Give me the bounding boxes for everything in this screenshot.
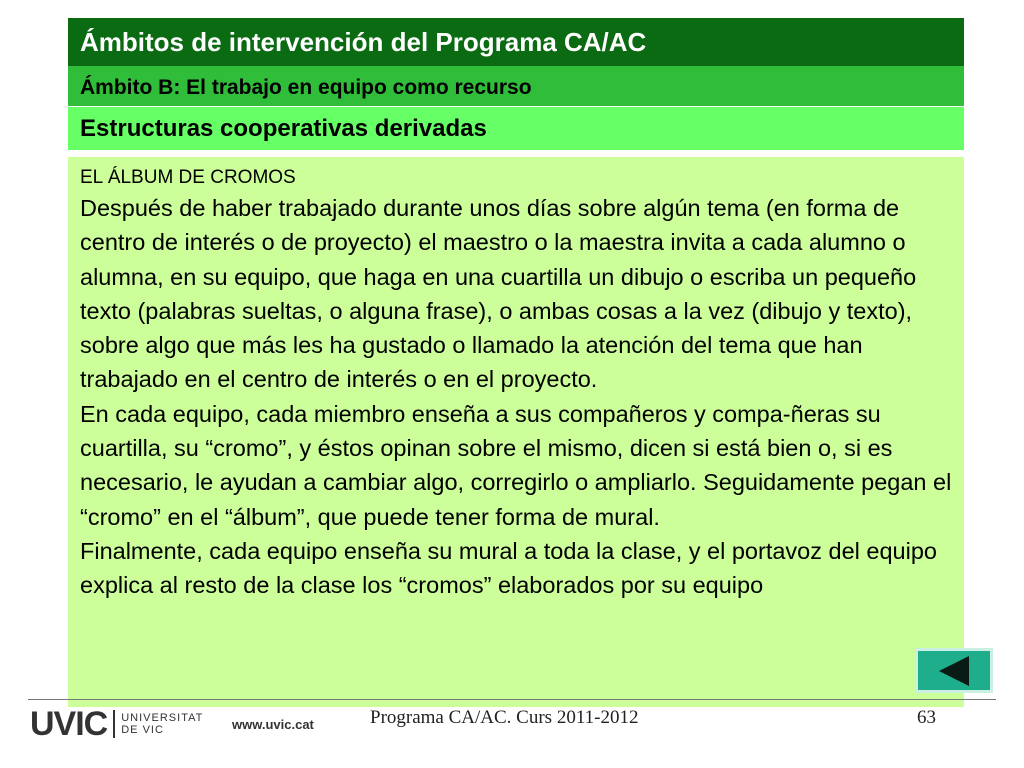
logo-line-2: DE VIC [121,724,164,736]
content-heading: EL ÁLBUM DE CROMOS [80,167,296,188]
back-button[interactable] [915,648,993,693]
paragraph-2: En cada equipo, cada miembro enseña a sus compañeros y compa-ñeras su cuartilla, su “cromo”, y éstos opinan sobre el mismo, dicen si está bien o, si es necesario, le ayudan a cambiar algo, corregirlo o ampliarlo. Seguidamente pegan el “cromo” en el “álbum”, que puede tener forma de mural. [80,400,952,530]
logo-line-1: UNIVERSITAT [121,712,204,724]
paragraph-1: Después de haber trabajado durante unos días sobre algún tema (en forma de centro de interés o de proyecto) el maestro o la maestra invita a cada alumno o alumna, en su equipo, que haga en una cuartilla un dibujo o escriba un pequeño texto (palabras sueltas, o alguna frase), o ambas cosas a la vez (dibujo y texto), sobre algo que más les ha gustado o llamado la atención del tema que han trabajado en el centro de interés o en el proyecto. [80,195,917,393]
footer-course: Programa CA/AC. Curs 2011-2012 [370,707,639,728]
section-title: Estructuras cooperativas derivadas [68,107,964,150]
website-link[interactable]: www.uvic.cat [232,717,314,732]
page-number: 63 [917,707,936,728]
uvic-logo [30,706,203,742]
slide-subtitle: Ámbito B: El trabajo en equipo como recurso [68,66,964,106]
logo-subtitle [121,712,203,736]
slide-title: Ámbitos de intervención del Programa CA/AC [68,18,964,66]
paragraph-3: Finalmente, cada equipo enseña su mural a toda la clase, y el portavoz del equipo explica al resto de la clase los “cromos” elaborados por su equipo [80,537,937,599]
triangle-left-icon [937,655,971,687]
content-panel [68,157,964,707]
logo-word: UVIC [30,705,108,743]
logo-separator [113,710,115,738]
footer-divider [28,699,996,700]
